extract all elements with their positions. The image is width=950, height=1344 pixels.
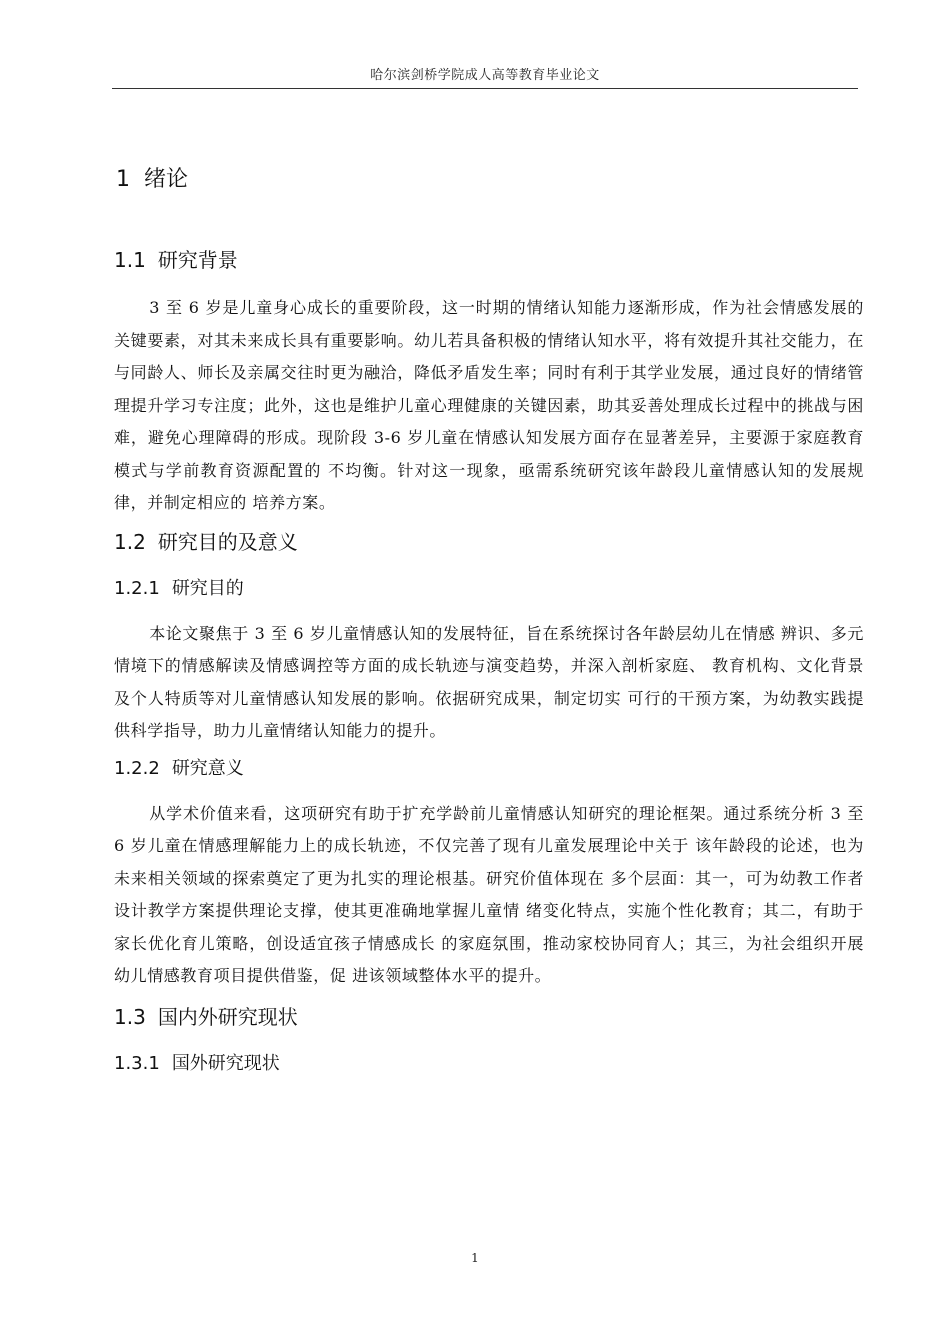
subsection-title: 研究意义 [171,757,244,779]
subsection-number: 1.2.1 [114,577,160,599]
section-title: 研究背景 [157,248,238,272]
chapter-heading [116,160,864,200]
subsection-title: 国外研究现状 [171,1052,280,1074]
subsection-heading-1-3-1 [114,1047,864,1081]
chapter-title: 绪论 [144,167,189,192]
subsection-number: 1.3.1 [114,1052,160,1074]
section-heading-1-2 [114,524,864,560]
header-divider [112,88,858,89]
page-number: 1 [471,1251,479,1265]
section-heading-1-1 [114,242,864,278]
section-heading-1-3 [114,999,864,1035]
section-title: 研究目的及意义 [157,529,298,554]
section-number: 1.2 [114,529,146,554]
subsection-number: 1.2.2 [114,757,160,779]
section-number: 1.1 [114,248,146,272]
subsection-title: 研究目的 [171,577,244,599]
paragraph-background: 3 至 6 岁是儿童身心成长的重要阶段，这一时期的情绪认知能力逐渐形成，作为社会情感发展的关键要素，对其未来成长具有重要影响。幼儿若具备积极的情绪认知水平，将有效提升其社交能力，在与同龄人、师长及亲属交往时更为融洽，降低矛盾发生率；同时有利于其学业发展，通过良好的情绪管理提升学习专注度；此外，这也是维护儿童心理健康的关键因素，助其妥善处理成长过程中的挑战与困难，避免心理障碍的形成。现阶段 3-6 岁儿童在情感认知发展方面存在显著差异，主要源于家庭教育模式与学前教育资源配置的 不均衡。针对这一现象，亟需系统研究该年龄段儿童情感认知的发展规律，并制定相应的 培养方案。 [114,298,864,512]
chapter-number: 1 [116,167,130,192]
section-title: 国内外研究现状 [157,1004,298,1029]
subsection-heading-1-2-1 [114,572,864,606]
subsection-heading-1-2-2 [114,752,864,786]
page-body [114,160,864,1081]
paragraph-significance: 从学术价值来看，这项研究有助于扩充学龄前儿童情感认知研究的理论框架。通过系统分析 3 至 6 岁儿童在情感理解能力上的成长轨迹，不仅完善了现有儿童发展理论中关于 该年龄段的论述，也为未来相关领域的探索奠定了更为扎实的理论根基。研究价值体现在 多个层面：其一，可为幼教工作者设计教学方案提供理论支撑，使其更准确地掌握儿童情 绪变化特点，实施个性化教育；其二，有助于家长优化育儿策略，创设适宜孩子情感成长 的家庭氛围，推动家校协同育人；其三，为社会组织开展幼儿情感教育项目提供借鉴，促 进该领域整体水平的提升。 [114,803,864,985]
section-number: 1.3 [114,1004,146,1029]
paragraph-purpose: 本论文聚焦于 3 至 6 岁儿童情感认知的发展特征，旨在系统探讨各年龄层幼儿在情感 辨识、多元情境下的情感解读及情感调控等方面的成长轨迹与演变趋势，并深入剖析家庭、 教育机构、文化背景及个人特质等对儿童情感认知发展的影响。依据研究成果，制定切实 可行的干预方案，为幼教实践提供科学指导，助力儿童情绪认知能力的提升。 [114,623,864,740]
running-header: 哈尔滨剑桥学院成人高等教育毕业论文 [370,68,600,83]
